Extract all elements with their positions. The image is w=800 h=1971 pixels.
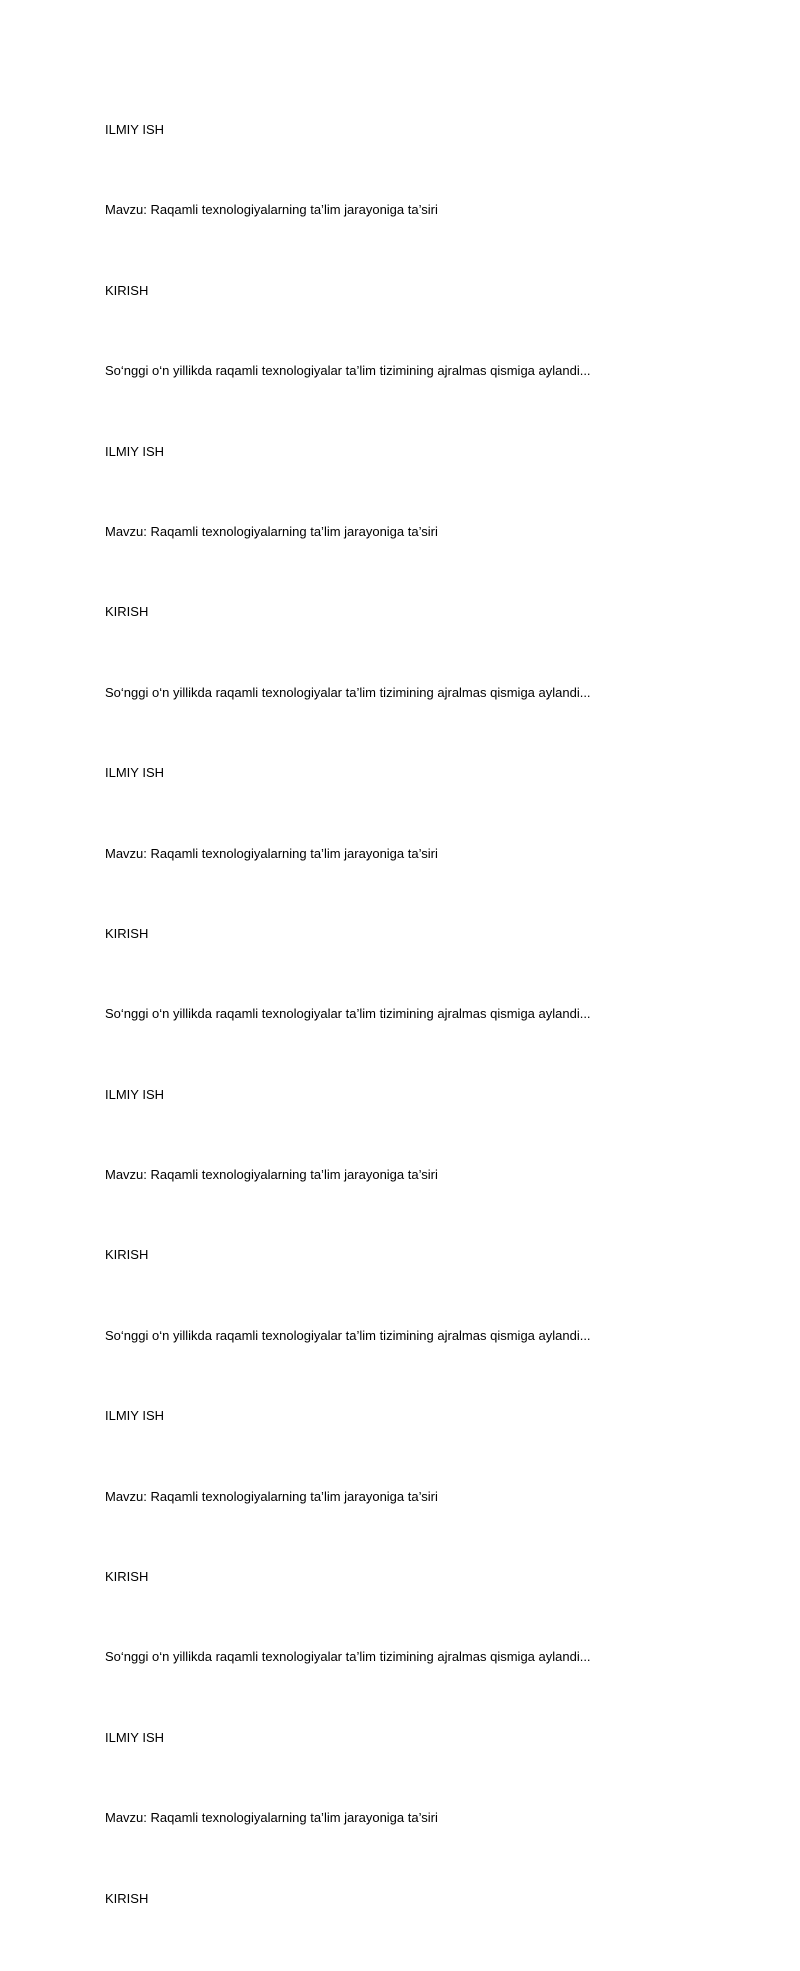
body-paragraph: So‘nggi o‘n yillikda raqamli texnologiyalar ta’lim tizimining ajralmas qismiga aylandi... <box>105 1006 591 1022</box>
topic-line: Mavzu: Raqamli texnologiyalarning ta’lim jarayoniga ta’siri <box>105 523 438 539</box>
section-heading: ILMIY ISH <box>105 1408 165 1424</box>
section-heading: ILMIY ISH <box>105 443 165 459</box>
section-heading: KIRISH <box>105 1890 149 1906</box>
section-heading: ILMIY ISH <box>105 122 165 137</box>
topic-line: Mavzu: Raqamli texnologiyalarning ta’lim jarayoniga ta’siri <box>105 202 438 218</box>
topic-line: Mavzu: Raqamli texnologiyalarning ta’lim jarayoniga ta’siri <box>105 1488 438 1504</box>
section-heading: KIRISH <box>105 1247 149 1263</box>
section-heading: ILMIY ISH <box>105 1086 165 1102</box>
body-paragraph: So‘nggi o‘n yillikda raqamli texnologiyalar ta’lim tizimining ajralmas qismiga aylandi... <box>105 1327 591 1343</box>
section-heading: KIRISH <box>105 604 149 620</box>
section-heading: ILMIY ISH <box>105 1729 165 1745</box>
topic-line: Mavzu: Raqamli texnologiyalarning ta’lim jarayoniga ta’siri <box>105 1810 438 1826</box>
section-heading: KIRISH <box>105 1569 149 1585</box>
section-heading: KIRISH <box>105 282 149 298</box>
topic-line: Mavzu: Raqamli texnologiyalarning ta’lim jarayoniga ta’siri <box>105 1167 438 1183</box>
section-heading: KIRISH <box>105 925 149 941</box>
document-body <box>105 122 745 1971</box>
body-paragraph: So‘nggi o‘n yillikda raqamli texnologiyalar ta’lim tizimining ajralmas qismiga aylandi... <box>105 684 591 700</box>
body-paragraph: So‘nggi o‘n yillikda raqamli texnologiyalar ta’lim tizimining ajralmas qismiga aylandi... <box>105 1649 591 1665</box>
topic-line: Mavzu: Raqamli texnologiyalarning ta’lim jarayoniga ta’siri <box>105 845 438 861</box>
section-heading: ILMIY ISH <box>105 765 165 781</box>
body-paragraph: So‘nggi o‘n yillikda raqamli texnologiyalar ta’lim tizimining ajralmas qismiga aylandi... <box>105 363 591 379</box>
